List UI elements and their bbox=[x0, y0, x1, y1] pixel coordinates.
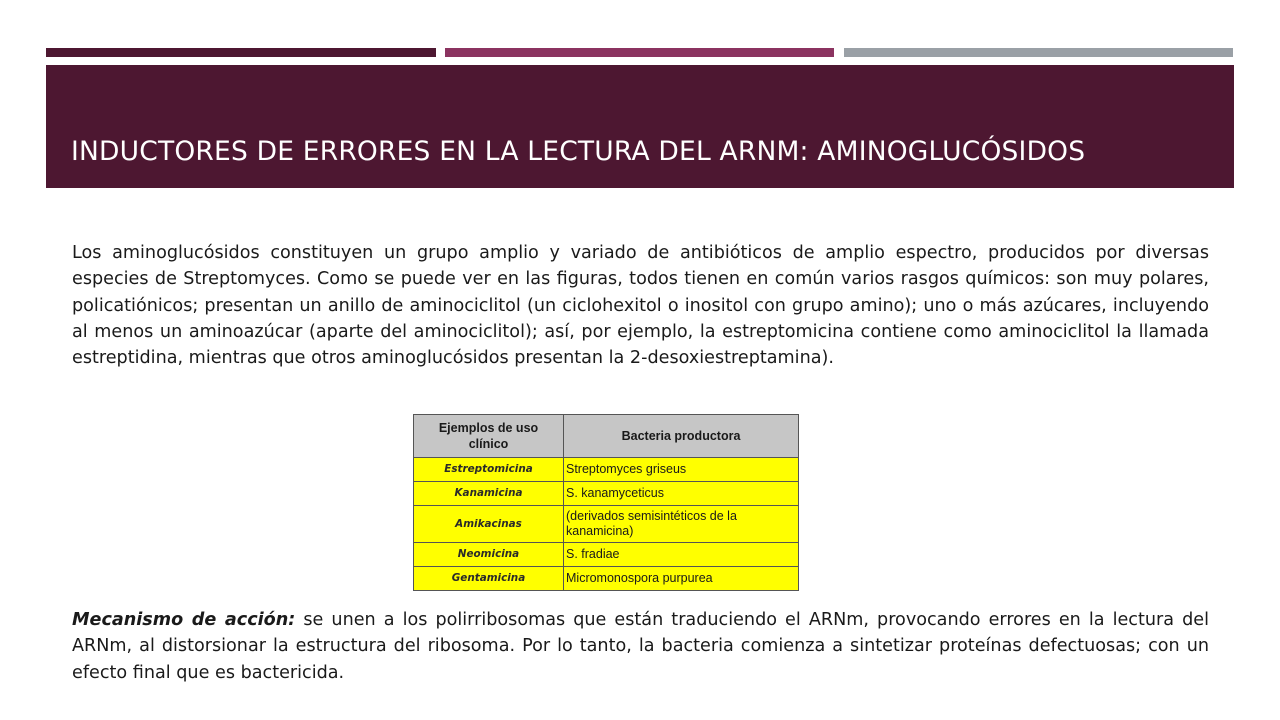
drug-name: Gentamicina bbox=[414, 567, 564, 591]
accent-bar-gray bbox=[844, 48, 1233, 57]
mechanism-text: se unen a los polirribosomas que están traduciendo el ARNm, provocando errores en la lectura del ARNm, al distorsionar la estructura del ribosoma. Por lo tanto, la bacteria comienza a sintetizar proteínas defectuosas; con un efecto final que es bactericida. bbox=[72, 610, 1209, 683]
bacteria-name: (derivados semisintéticos de la kanamicina) bbox=[564, 506, 799, 543]
drug-name: Amikacinas bbox=[414, 506, 564, 543]
table-row bbox=[414, 543, 799, 567]
accent-bar-dark bbox=[46, 48, 436, 57]
table-header-row bbox=[414, 415, 799, 458]
table-row bbox=[414, 567, 799, 591]
mechanism-paragraph bbox=[72, 607, 1209, 686]
header-clinical-examples: Ejemplos de uso clínico bbox=[414, 415, 564, 458]
aminoglycoside-examples-table bbox=[413, 414, 799, 591]
accent-bar-magenta bbox=[445, 48, 834, 57]
drug-name: Neomicina bbox=[414, 543, 564, 567]
mechanism-label: Mecanismo de acción: bbox=[72, 610, 296, 630]
bacteria-name: Micromonospora purpurea bbox=[564, 567, 799, 591]
drug-name: Estreptomicina bbox=[414, 458, 564, 482]
header-producing-bacteria: Bacteria productora bbox=[564, 415, 799, 458]
title-band bbox=[46, 65, 1234, 188]
intro-paragraph: Los aminoglucósidos constituyen un grupo amplio y variado de antibióticos de amplio espectro, producidos por diversas especies de Streptomyces. Como se puede ver en las figuras, todos tienen en común varios rasgos químicos: son muy polares, policatiónicos; presentan un anillo de aminociclitol (un ciclohexitol o inositol con grupo amino); uno o más azúcares, incluyendo al menos un aminoazúcar (aparte del aminociclitol); así, por ejemplo, la estreptomicina contiene como aminociclitol la llamada estreptidina, mientras que otros aminoglucósidos presentan la 2-desoxiestreptamina). bbox=[72, 243, 1209, 369]
slide-title: INDUCTORES DE ERRORES EN LA LECTURA DEL ARNM: AMINOGLUCÓSIDOS bbox=[71, 136, 1086, 167]
table-row bbox=[414, 482, 799, 506]
table-row bbox=[414, 458, 799, 482]
bacteria-name: S. fradiae bbox=[564, 543, 799, 567]
table-row bbox=[414, 506, 799, 543]
bacteria-name: S. kanamyceticus bbox=[564, 482, 799, 506]
bacteria-name: Streptomyces griseus bbox=[564, 458, 799, 482]
drug-name: Kanamicina bbox=[414, 482, 564, 506]
